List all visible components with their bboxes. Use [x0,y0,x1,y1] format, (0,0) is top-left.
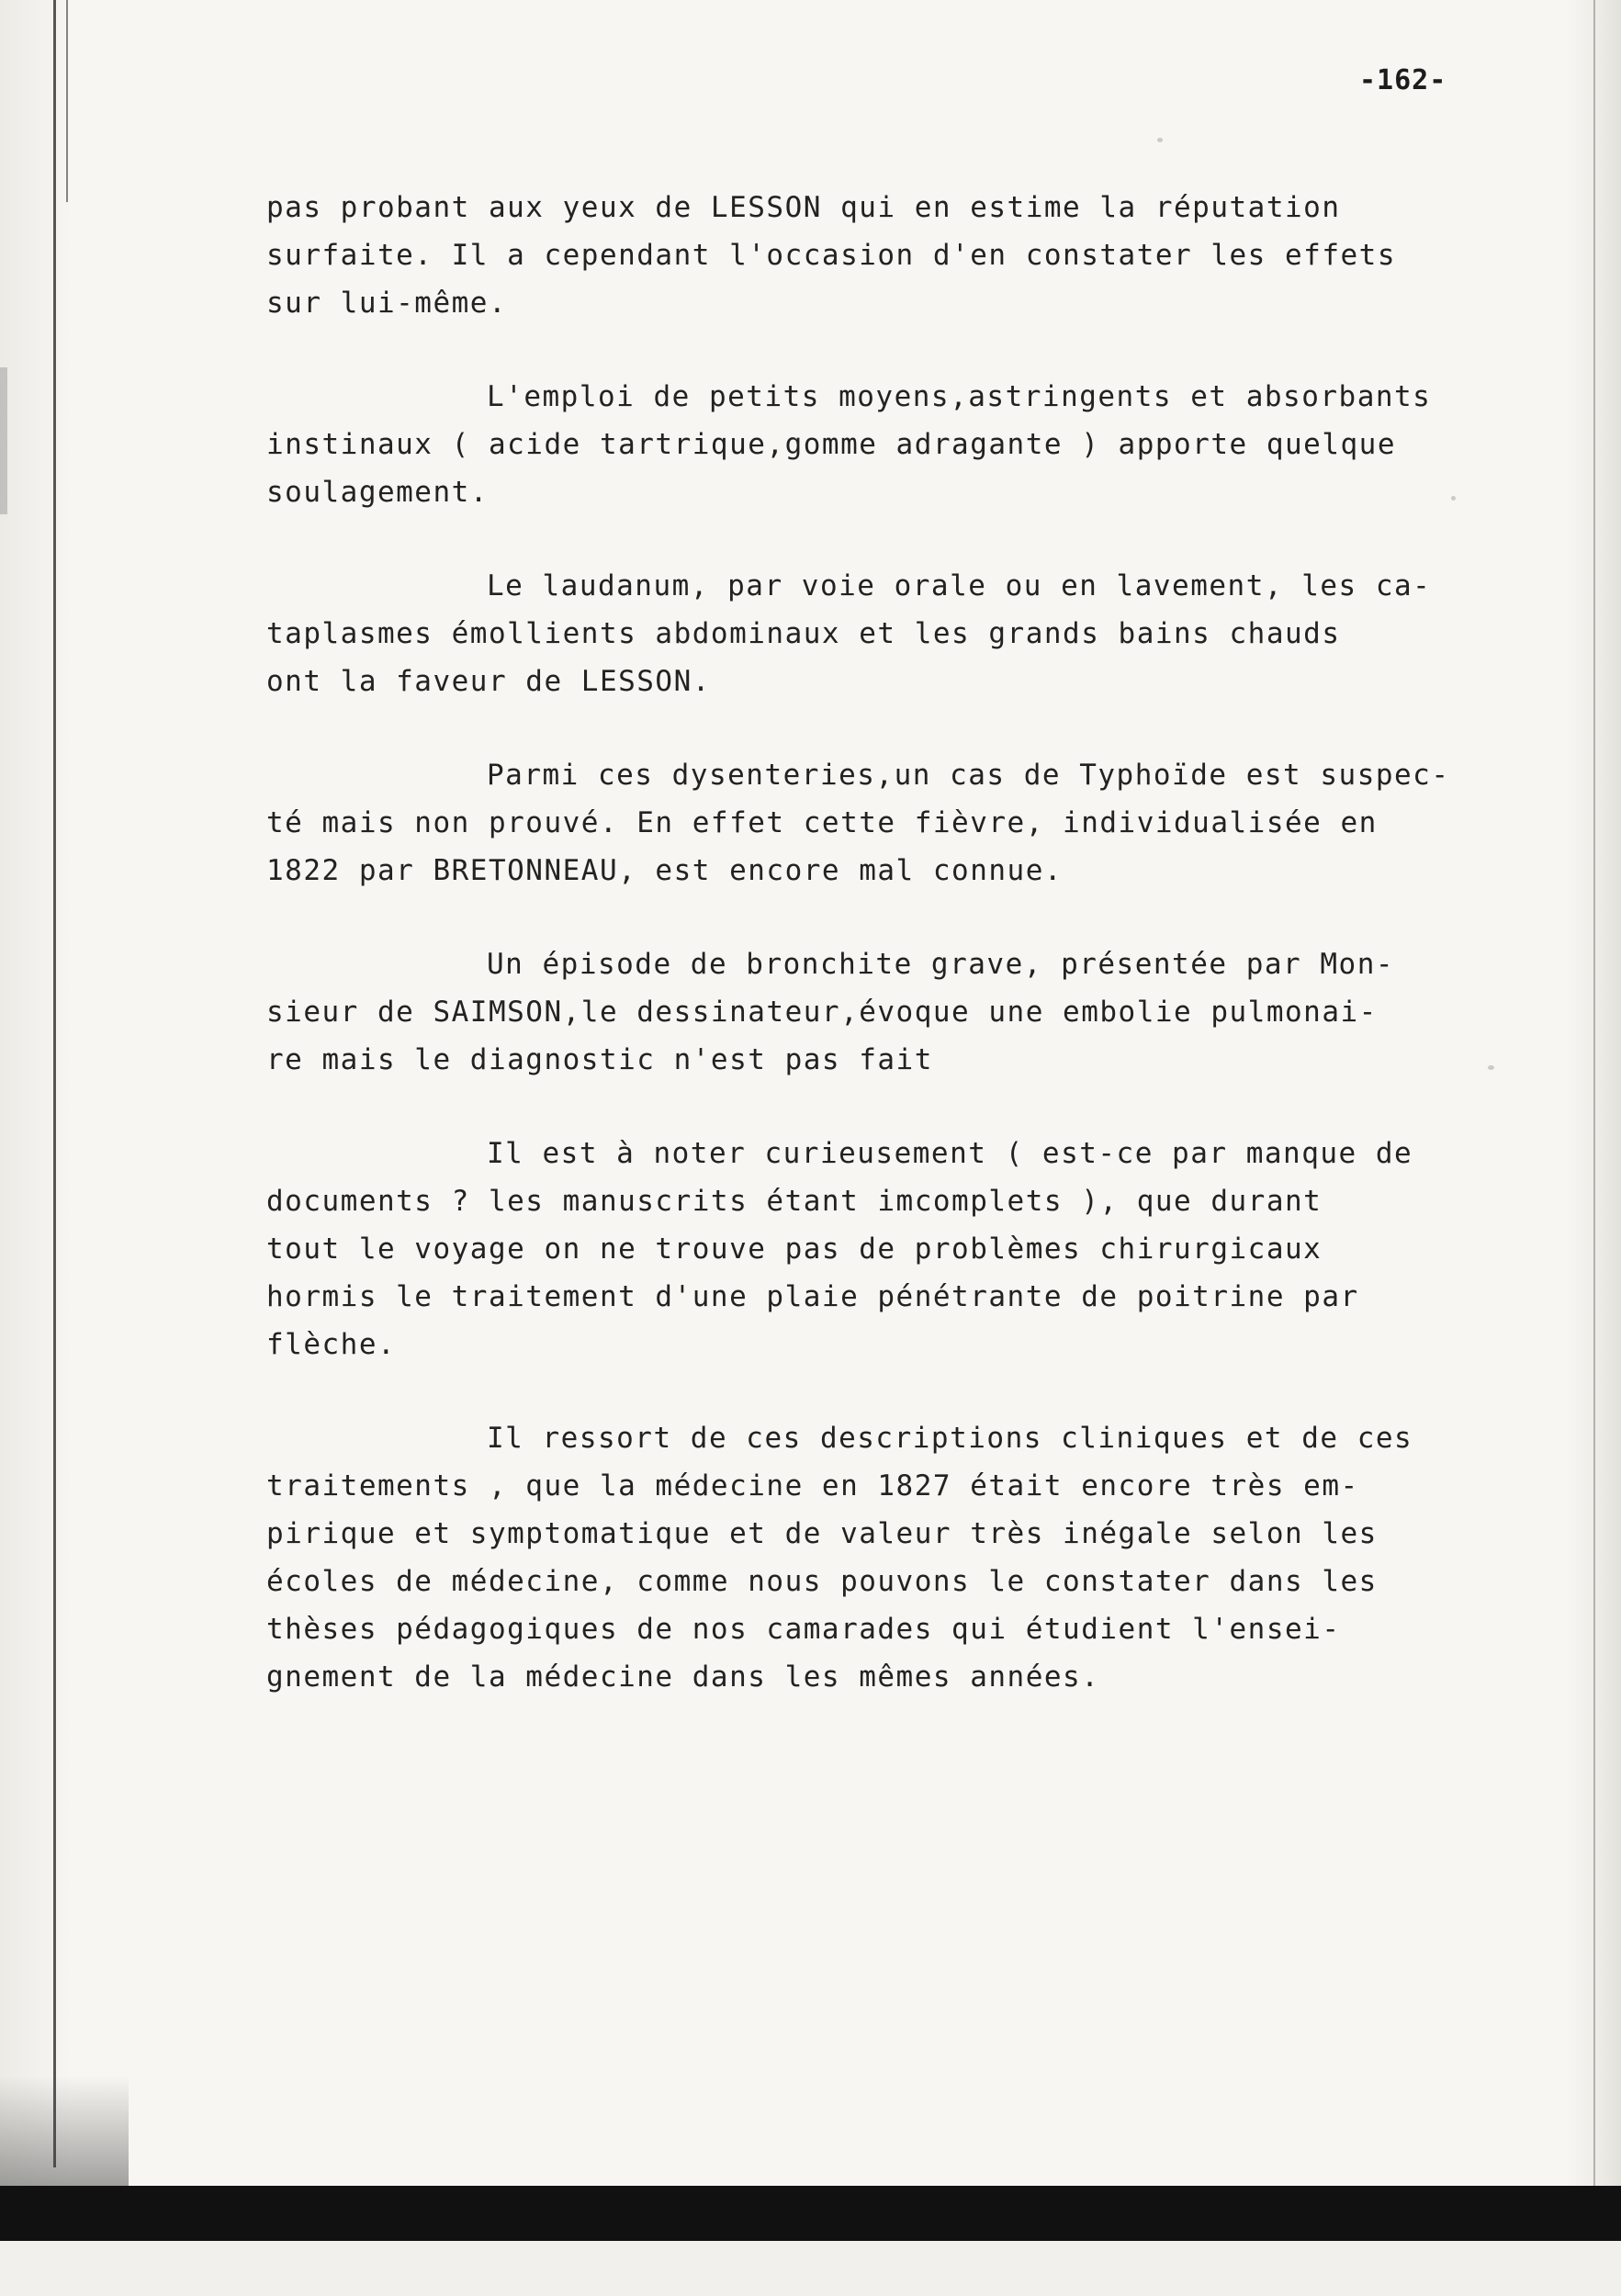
text-line: re mais le diagnostic n'est pas fait [266,1043,933,1076]
text-line: pas probant aux yeux de LESSON qui en estime la réputation [266,191,1341,224]
text-line: gnement de la médecine dans les mêmes années. [266,1660,1100,1694]
text-line: pirique et symptomatique et de valeur très inégale selon les [266,1517,1378,1550]
text-line: té mais non prouvé. En effet cette fièvre, individualisée en [266,806,1378,839]
page-number: -162- [1359,64,1447,96]
paragraph [266,184,1515,327]
bottom-scan-band [0,2186,1621,2241]
text-line: L'emploi de petits moyens,astringents et absorbants [487,380,1432,413]
text-line: surfaite. Il a cependant l'occasion d'en constater les effets [266,239,1396,272]
paragraph [266,1130,1515,1368]
text-line: instinaux ( acide tartrique,gomme adragante ) apporte quelque [266,428,1396,461]
bottom-strip [0,2241,1621,2296]
paragraph [266,940,1515,1084]
binding-shadow-line [53,0,56,2167]
binding-shadow-line-secondary [66,0,68,202]
text-line: traitements , que la médecine en 1827 était encore très em- [266,1469,1359,1503]
paragraph [266,1414,1515,1701]
binding-edge [0,0,73,2296]
text-line: sieur de SAIMSON,le dessinateur,évoque une embolie pulmonai- [266,996,1378,1029]
text-line: Il est à noter curieusement ( est-ce par manque de [487,1137,1413,1170]
paragraph [266,562,1515,705]
text-line: Un épisode de bronchite grave, présentée par Mon- [487,948,1395,981]
body-text [266,184,1515,1747]
text-line: thèses pédagogiques de nos camarades qui étudient l'ensei- [266,1613,1341,1646]
paragraph [266,373,1515,516]
text-line: Le laudanum, par voie orale ou en lavement, les ca- [487,569,1432,602]
text-line: sur lui-même. [266,287,508,320]
ink-spot [1157,138,1163,142]
text-line: taplasmes émollients abdominaux et les grands bains chauds [266,617,1341,650]
text-line: Il ressort de ces descriptions cliniques et de ces [487,1422,1413,1455]
right-edge-line [1593,0,1595,2186]
text-line: soulagement. [266,476,489,509]
text-line: ont la faveur de LESSON. [266,665,711,698]
paragraph [266,751,1515,895]
text-line: hormis le traitement d'une plaie pénétrante de poitrine par [266,1280,1359,1313]
text-line: 1822 par BRETONNEAU, est encore mal connue. [266,854,1064,887]
text-line: tout le voyage on ne trouve pas de problèmes chirurgicaux [266,1232,1323,1266]
text-line: Parmi ces dysenteries,un cas de Typhoïde est suspec- [487,759,1450,792]
text-line: écoles de médecine, comme nous pouvons le constater dans les [266,1565,1378,1598]
left-edge-mark [0,367,7,514]
text-line: flèche. [266,1328,397,1361]
text-line: documents ? les manuscrits étant imcomplets ), que durant [266,1185,1323,1218]
